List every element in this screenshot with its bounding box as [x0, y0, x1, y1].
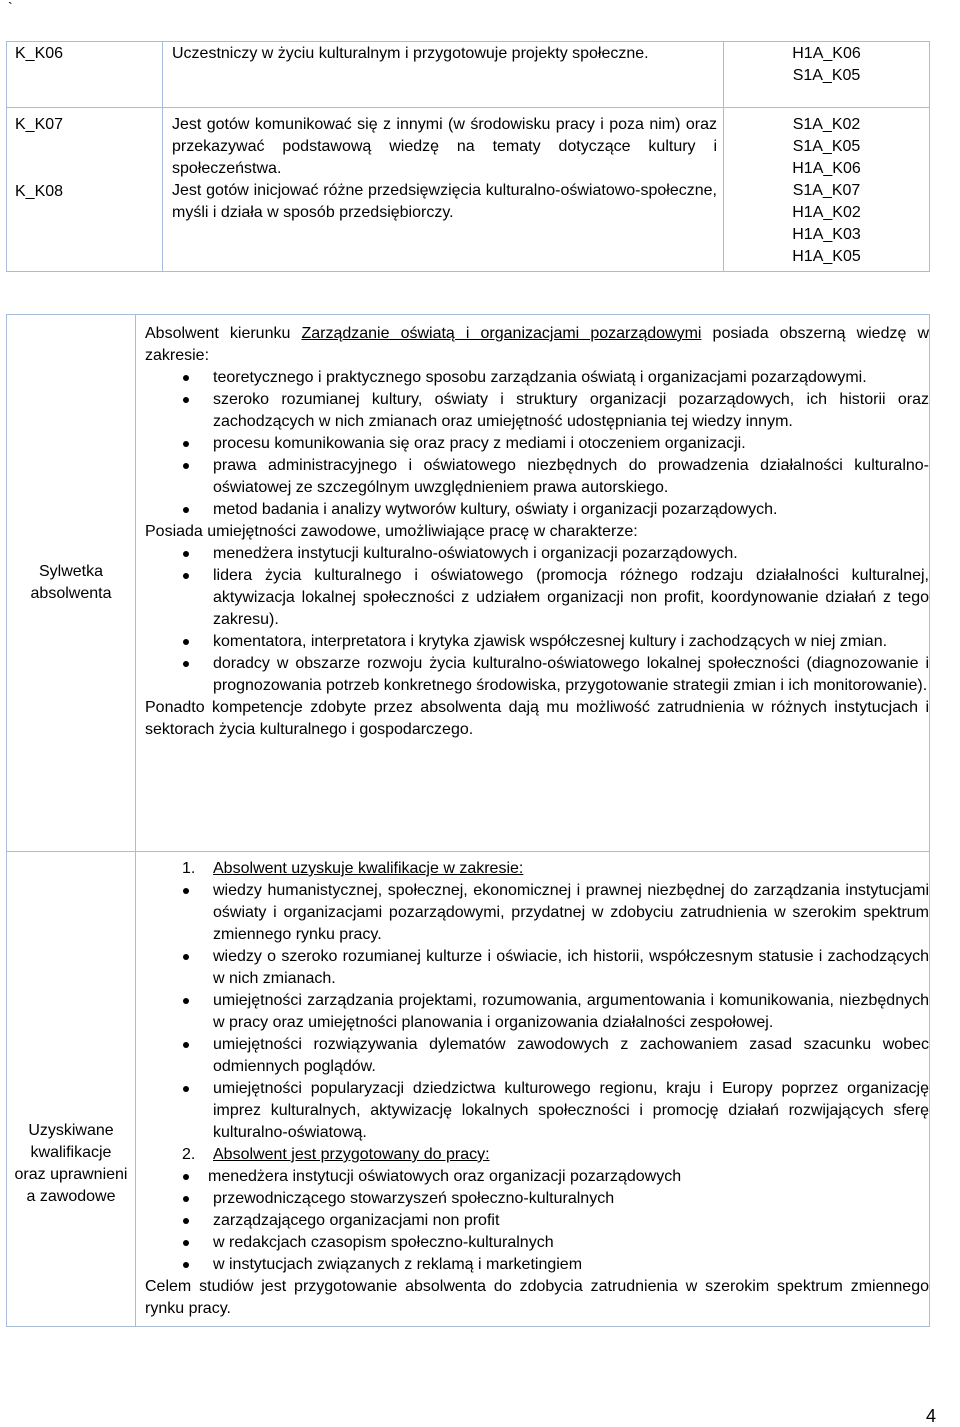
list-item: komentatora, interpretatora i krytyka zjawisk współczesnej kultury i zachodzących w niej zmian. [145, 631, 929, 653]
list-item: metod badania i analizy wytworów kultury, oświaty i organizacji pozarządowych. [145, 499, 929, 521]
list-item: w redakcjach czasopism społeczno-kulturalnych [145, 1232, 929, 1254]
profile-closing: Ponadto kompetencje zdobyte przez absolwenta dają mu możliwość zatrudnienia w różnych instytucjach i sektorach życia kulturalnego i gospodarczego. [145, 699, 929, 738]
list-item: menedżera instytucji oświatowych oraz organizacji pozarządowych [145, 1166, 929, 1188]
effect-refs: H1A_K06 S1A_K05 [724, 42, 930, 108]
qualifications-list [145, 880, 929, 1144]
section-1: 1. Absolwent uzyskuje kwalifikacje w zakresie: wiedzy humanistycznej, społecznej, ekonomicznej i prawnej niezbędnej do zarządzania instytucjami oświaty i organizacjami pozarządowymi, przydatnej w zdobyciu zatrudnienia w szerokim spektrum zmiennego rynku pracy. wiedzy o szeroko rozumianej kulturze i oświacie, ich historii, współczesnym statusie i zachodzących w nich zmianach. umiejętności zarządzania projektami, rozumowania, argumentowania i komunikowania, niezbędnych w pracy oraz umiejętności planowania i organizowania działalności zespołowej. umiejętności rozwiązywania dylematów zawodowych z zachowaniem zasad szacunku wobec odmiennych poglądów. umiejętności popularyzacji dziedzictwa kulturowego regionu, kraju i Europy poprzez organizację imprez kulturalnych, aktywizację lokalnych społeczności i promocję działań rozwijających sferę kulturalno-oświatową. [145, 858, 929, 1144]
profile-body [136, 315, 930, 852]
skills-list [145, 543, 929, 697]
qualifications-body [136, 852, 930, 1327]
list-item: menedżera instytucji kulturalno-oświatowych i organizacji pozarządowych. [145, 543, 929, 565]
list-item: lidera życia kulturalnego i oświatowego (promocja różnego rodzaju działalności kulturalnej, aktywizacja lokalnej społeczności z udziałem organizacji non profit, koordynowanie działań z tego zakresu). [145, 565, 929, 631]
table-row [7, 108, 930, 272]
list-item: prawa administracyjnego i oświatowego niezbędnych do prowadzenia działalności kulturalno-oświatowej ze szczególnym uwzględnieniem prawa autorskiego. [145, 455, 929, 499]
list-item: w instytucjach związanych z reklamą i marketingiem [145, 1254, 929, 1276]
qualifications-label: Uzyskiwane kwalifikacje oraz uprawnieni a zawodowe [7, 852, 136, 1327]
list-item: umiejętności popularyzacji dziedzictwa kulturowego regionu, kraju i Europy poprzez organizację imprez kulturalnych, aktywizację lokalnych społeczności i promocję działań rozwijających sferę kulturalno-oświatową. [145, 1078, 929, 1144]
list-item: zarządzającego organizacjami non profit [145, 1210, 929, 1232]
profile-label: Sylwetka absolwenta [7, 315, 136, 852]
list-item: szeroko rozumianej kultury, oświaty i struktury organizacji pozarządowych, ich historii oraz zachodzących w nich zmianach oraz umiejętność udostępniania tej wiedzy innym. [145, 389, 929, 433]
qualifications-closing: Celem studiów jest przygotowanie absolwenta do zdobycia zatrudnienia w szerokim spektrum zmiennego rynku pracy. [145, 1278, 929, 1317]
list-item: wiedzy o szeroko rozumianej kulturze i oświacie, ich historii, współczesnym statusie i zachodzących w nich zmianach. [145, 946, 929, 990]
skills-intro: Posiada umiejętności zawodowe, umożliwiające pracę w charakterze: [145, 523, 638, 540]
effect-description: Uczestniczy w życiu kulturalnym i przygotowuje projekty społeczne. [163, 42, 724, 108]
effects-table [6, 41, 930, 272]
effect-description-group: Jest gotów komunikować się z innymi (w środowisku pracy i poza nim) oraz przekazywać podstawową wiedzę na tematy dotyczące kultury i społeczeństwa. Jest gotów inicjować różne przedsięwzięcia kulturalno-oświatowo-społeczne, myśli i działa w sposób przedsiębiorczy. [163, 108, 724, 272]
list-item: teoretycznego i praktycznego sposobu zarządzania oświatą i organizacjami pozarządowymi. [145, 367, 929, 389]
profile-intro: Absolwent kierunku Zarządzanie oświatą i organizacjami pozarządowymi posiada obszerną wiedzę w zakresie: [145, 325, 930, 364]
list-item: wiedzy humanistycznej, społecznej, ekonomicznej i prawnej niezbędnej do zarządzania instytucjami oświaty i organizacjami pozarządowymi, przydatnej w zdobyciu zatrudnienia w szerokim spektrum zmiennego rynku pracy. [145, 880, 929, 946]
stray-mark: ` [8, 0, 13, 15]
list-item: umiejętności zarządzania projektami, rozumowania, argumentowania i komunikowania, niezbędnych w pracy oraz umiejętności planowania i organizowania działalności zespołowej. [145, 990, 929, 1034]
knowledge-list [145, 367, 929, 521]
list-item: przewodniczącego stowarzyszeń społeczno-kulturalnych [145, 1188, 929, 1210]
page-number: 4 [926, 1406, 937, 1426]
effect-code-group: K_K07 K_K08 [7, 108, 163, 272]
effect-code: K_K06 [7, 42, 163, 108]
table-row [7, 42, 930, 108]
jobs-list [145, 1166, 929, 1276]
list-item: doradcy w obszarze rozwoju życia kulturalno-oświatowego lokalnej społeczności (diagnozowanie i prognozowania potrzeb konkretnego środowiska, przygotowanie strategii zmian i ich monitorowanie). [145, 653, 929, 697]
field-of-study: Zarządzanie oświatą i organizacjami pozarządowymi [301, 325, 702, 342]
list-item: procesu komunikowania się oraz pracy z mediami i otoczeniem organizacji. [145, 433, 929, 455]
profile-table [6, 314, 930, 1327]
section-2: 2. Absolwent jest przygotowany do pracy: menedżera instytucji oświatowych oraz organizacji pozarządowych przewodniczącego stowarzyszeń społeczno-kulturalnych zarządzającego organizacjami non profit w redakcjach czasopism społeczno-kulturalnych w instytucjach związanych z reklamą i marketingiem [145, 1144, 929, 1276]
table-row [7, 852, 930, 1327]
table-row [7, 315, 930, 852]
list-item: umiejętności rozwiązywania dylematów zawodowych z zachowaniem zasad szacunku wobec odmiennych poglądów. [145, 1034, 929, 1078]
qualifications-sections [145, 858, 929, 1276]
effect-refs-group: S1A_K02 S1A_K05 H1A_K06 S1A_K07 H1A_K02 H1A_K03 H1A_K05 [724, 108, 930, 272]
